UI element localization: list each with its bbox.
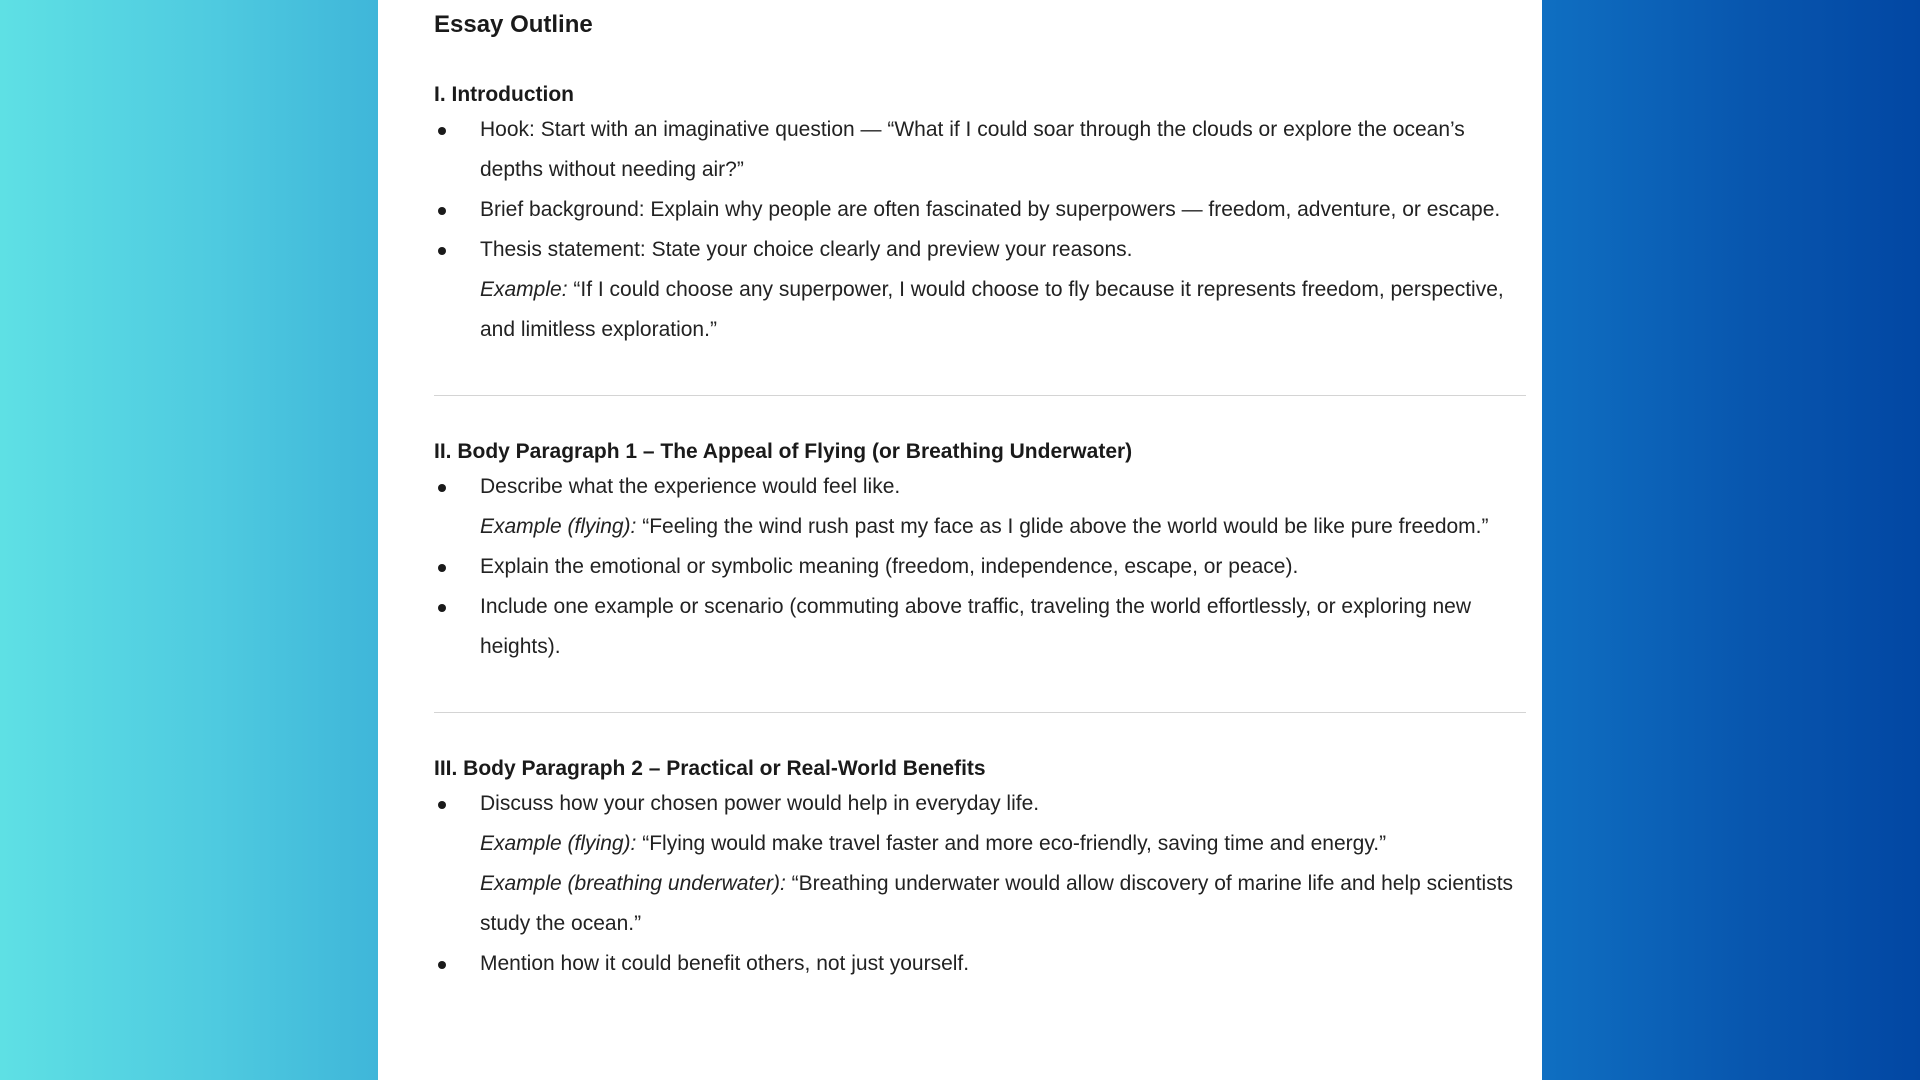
bullet-text: Hook: Start with an imaginative question — “What if I could soar through the clouds or explore the ocean’s depths without needing air?”: [480, 118, 1465, 181]
example-text: “Flying would make travel faster and more eco-friendly, saving time and energy.”: [636, 832, 1387, 855]
bullet-list: [434, 784, 1526, 984]
bullet-list: [434, 110, 1526, 350]
list-item: [434, 467, 1526, 547]
section-divider: [434, 712, 1526, 713]
bullet-text: Mention how it could benefit others, not just yourself.: [480, 952, 970, 975]
section-introduction: [434, 80, 1526, 350]
example-text: “Feeling the wind rush past my face as I glide above the world would be like pure freedom.”: [636, 515, 1489, 538]
example-line: [480, 507, 1526, 547]
list-item: [434, 547, 1526, 587]
bullet-text: Discuss how your chosen power would help in everyday life.: [480, 792, 1040, 815]
bullet-list: [434, 467, 1526, 667]
right-gradient-background: [1542, 0, 1920, 1080]
bullet-icon: [438, 801, 446, 809]
bullet-icon: [438, 564, 446, 572]
example-label: Example (flying):: [480, 515, 637, 538]
bullet-icon: [438, 604, 446, 612]
section-body-paragraph-1: [434, 437, 1526, 667]
list-item: [434, 587, 1526, 667]
document-content: [434, 0, 1526, 984]
example-label: Example:: [480, 278, 568, 301]
section-divider: [434, 395, 1526, 396]
section-title: III. Body Paragraph 2 – Practical or Real-World Benefits: [434, 757, 986, 780]
example-text: “Breathing underwater would allow discovery of marine life and help scientists study the ocean.”: [480, 872, 1514, 935]
example-label: Example (breathing underwater):: [480, 872, 786, 895]
bullet-icon: [438, 484, 446, 492]
bullet-text: Include one example or scenario (commuting above traffic, traveling the world effortlessly, or exploring new heights).: [480, 595, 1471, 658]
bullet-text: Explain the emotional or symbolic meaning (freedom, independence, escape, or peace).: [480, 555, 1299, 578]
example-line: [480, 270, 1526, 350]
bullet-icon: [438, 127, 446, 135]
bullet-text: Thesis statement: State your choice clearly and preview your reasons.: [480, 238, 1133, 261]
list-item: [434, 190, 1526, 230]
bullet-icon: [438, 961, 446, 969]
example-label: Example (flying):: [480, 832, 637, 855]
bullet-icon: [438, 247, 446, 255]
list-item: [434, 110, 1526, 190]
left-gradient-background: [0, 0, 378, 1080]
section-title: II. Body Paragraph 1 – The Appeal of Flying (or Breathing Underwater): [434, 440, 1133, 463]
example-line: [480, 824, 1526, 864]
bullet-text: Describe what the experience would feel like.: [480, 475, 901, 498]
example-line: [480, 864, 1526, 944]
document-page: [378, 0, 1542, 1080]
document-title: Essay Outline: [434, 11, 593, 38]
example-text: “If I could choose any superpower, I would choose to fly because it represents freedom, perspective, and limitless exploration.”: [480, 278, 1504, 341]
list-item: [434, 944, 1526, 984]
list-item: [434, 784, 1526, 944]
bullet-icon: [438, 207, 446, 215]
bullet-text: Brief background: Explain why people are often fascinated by superpowers — freedom, adventure, or escape.: [480, 198, 1501, 221]
list-item: [434, 230, 1526, 350]
section-title: I. Introduction: [434, 83, 574, 106]
section-body-paragraph-2: [434, 754, 1526, 984]
